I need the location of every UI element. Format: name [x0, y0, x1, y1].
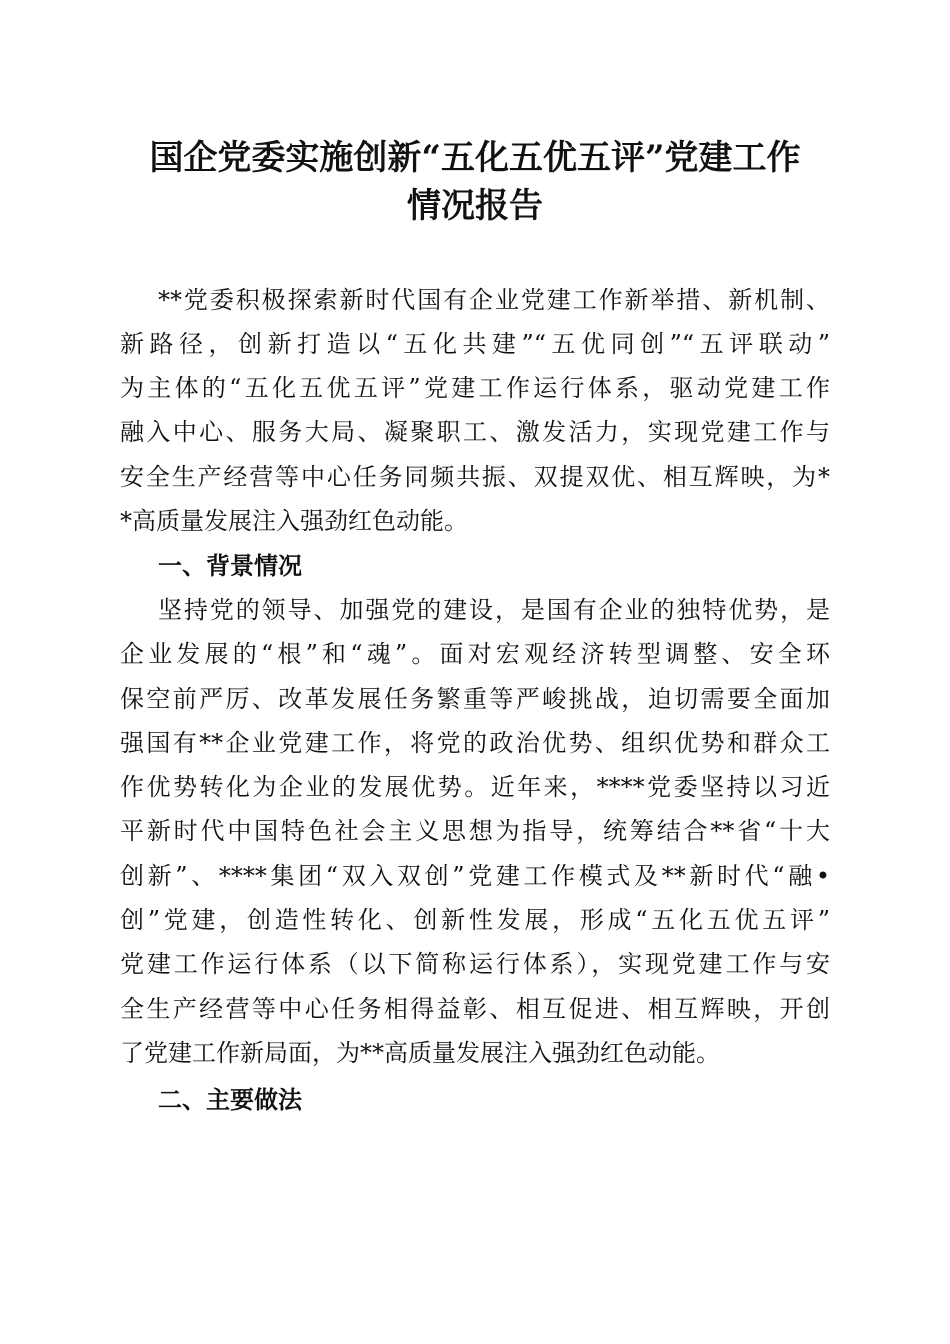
body-line: 了党建工作新局面，为**高质量发展注入强劲红色动能。: [120, 1039, 720, 1067]
section-heading-main-practices: 二、主要做法: [158, 1086, 302, 1114]
section-heading-background: 一、背景情况: [158, 552, 302, 580]
body-line: 党建工作运行体系（以下简称运行体系），实现党建工作与安: [120, 950, 830, 978]
body-line: 企业发展的“根”和“魂”。面对宏观经济转型调整、安全环: [120, 640, 830, 668]
body-line: 平新时代中国特色社会主义思想为指导，统筹结合**省“十大: [120, 817, 830, 845]
intro-line: *高质量发展注入强劲红色动能。: [120, 507, 468, 535]
body-line: 创”党建，创造性转化、创新性发展，形成“五化五优五评”: [120, 906, 830, 934]
body-line: 保空前严厉、改革发展任务繁重等严峻挑战，迫切需要全面加: [120, 685, 830, 713]
body-line: 坚持党的领导、加强党的建设，是国有企业的独特优势，是: [158, 596, 830, 624]
body-line: 全生产经营等中心任务相得益彰、相互促进、相互辉映，开创: [120, 995, 830, 1023]
document-title-line-1: 国企党委实施创新“五化五优五评”党建工作: [149, 138, 801, 178]
intro-line: 融入中心、服务大局、凝聚职工、激发活力，实现党建工作与: [120, 418, 830, 446]
document-title-line-2: 情况报告: [407, 186, 543, 226]
intro-line: 新路径，创新打造以“五化共建”“五优同创”“五评联动”: [120, 330, 830, 358]
intro-line: **党委积极探索新时代国有企业党建工作新举措、新机制、: [158, 286, 830, 314]
body-line: 作优势转化为企业的发展优势。近年来，****党委坚持以习近: [120, 773, 830, 801]
body-line: 创新”、****集团“双入双创”党建工作模式及**新时代“融•: [120, 862, 830, 890]
intro-line: 为主体的“五化五优五评”党建工作运行体系，驱动党建工作: [120, 374, 830, 402]
body-line: 强国有**企业党建工作，将党的政治优势、组织优势和群众工: [120, 729, 830, 757]
intro-line: 安全生产经营等中心任务同频共振、双提双优、相互辉映，为*: [120, 463, 830, 491]
